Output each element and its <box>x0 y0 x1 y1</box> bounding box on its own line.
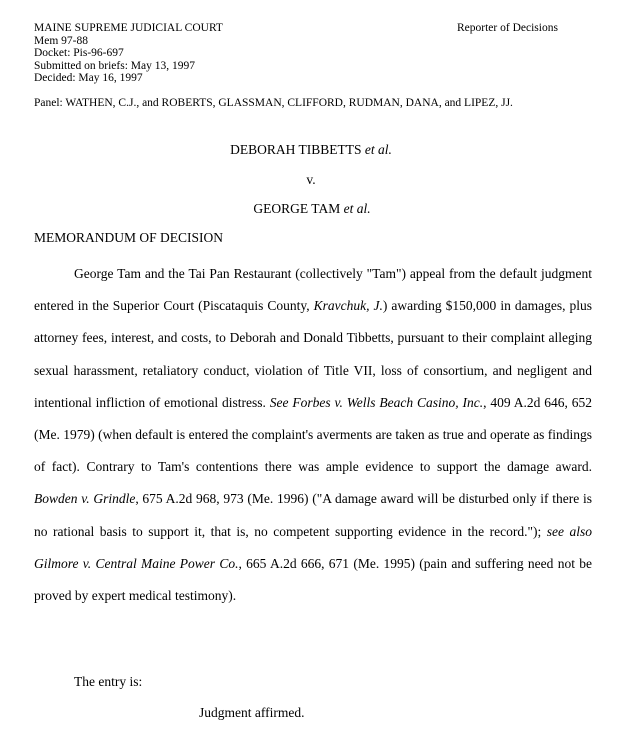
case-header <box>34 22 223 85</box>
defendant-et-al: et al. <box>343 201 371 216</box>
body-text-1: George Tam and the Tai Pan Restaurant (collectively "Tam") appeal from the default judgment entered in the Superior Court (Piscataquis County, <box>34 266 592 314</box>
citation-bowden-detail: , 675 A.2d 968, 973 (Me. 1996) ("A damage award will be disturbed only if there is no rational basis to support it, that is, no competent supporting evidence in the record."); <box>34 491 592 539</box>
panel-judges: Panel: WATHEN, C.J., and ROBERTS, GLASSMAN, CLIFFORD, RUDMAN, DANA, and LIPEZ, JJ. <box>34 97 513 109</box>
plaintiff-et-al: et al. <box>364 142 392 157</box>
judgment-text: Judgment affirmed. <box>199 705 305 720</box>
docket-number: Docket: Pis-96-697 <box>34 47 124 59</box>
memorandum-title: MEMORANDUM OF DECISION <box>34 230 224 245</box>
decision-paragraph <box>34 258 592 612</box>
defendant-name: GEORGE TAM <box>253 201 341 216</box>
submitted-date: Submitted on briefs: May 13, 1997 <box>34 59 195 72</box>
court-name: MAINE SUPREME JUDICIAL COURT <box>34 22 223 34</box>
caption-plaintiff <box>0 142 623 158</box>
reporter-label: Reporter of Decisions <box>457 22 558 34</box>
caption-defendant <box>0 201 624 217</box>
citation-gilmore: see also Gilmore v. Central Maine Power Co. <box>34 523 593 571</box>
body-text-2: ) awarding $150,000 in damages, plus attorney fees, interest, and costs, to Deborah and Donald Tibbetts, pursuant to their complaint alleging sexual harassment, retaliatory conduct, violation of Title VII, loss of consortium, and negligent and intentional infliction of emotional distress. <box>34 298 592 410</box>
citation-forbes: See Forbes v. Wells Beach Casino, Inc. <box>269 394 484 410</box>
decision-body <box>34 258 592 612</box>
decided-date: Decided: May 16, 1997 <box>34 72 143 84</box>
citation-bowden: Bowden v. Grindle <box>34 491 136 507</box>
plaintiff-name: DEBORAH TIBBETTS <box>230 142 362 157</box>
citation-forbes-detail: , 409 A.2d 646, 652 (Me. 1979) (when default is entered the complaint's averments are taken as true and operate as findings of fact). Contrary to Tam's contentions there was ample evidence to support the damage award. <box>34 394 592 475</box>
entry-label: The entry is: <box>74 674 143 689</box>
citation-gilmore-detail: , 665 A.2d 666, 671 (Me. 1995) (pain and suffering need not be proved by expert medical testimony). <box>34 555 592 604</box>
memo-number: Mem 97-88 <box>34 34 88 47</box>
judge-name: Kravchuk, J. <box>313 298 383 314</box>
caption-versus: v. <box>306 172 316 187</box>
